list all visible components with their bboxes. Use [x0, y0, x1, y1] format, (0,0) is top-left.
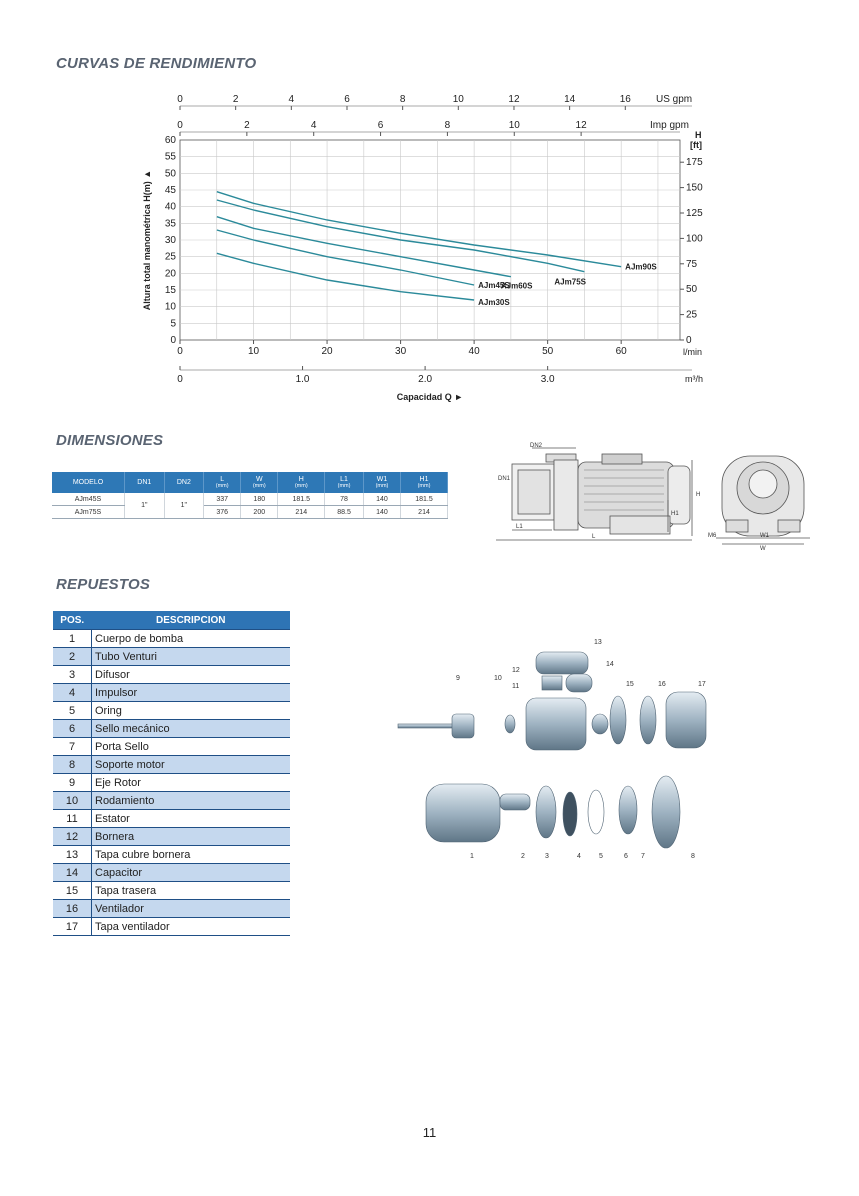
usgpm-tick-label: 0 [177, 94, 183, 105]
part-description: Eje Rotor [92, 774, 291, 792]
right-tick-label: 0 [686, 335, 692, 346]
series-label: AJm30S [478, 298, 510, 307]
part-terminal-box [542, 676, 562, 690]
part-description: Porta Sello [92, 738, 291, 756]
label-dn1: DN1 [498, 476, 511, 482]
dim-table-cell: 88.5 [325, 506, 364, 519]
part-position: 15 [53, 882, 92, 900]
part-position: 4 [53, 684, 92, 702]
x-tick-label: 30 [395, 346, 407, 357]
dim-header-cell [52, 472, 125, 493]
parts-table-row [53, 828, 290, 846]
dimensions-table-body [52, 493, 448, 519]
part-impeller [563, 792, 577, 836]
usgpm-tick-label: 16 [619, 94, 631, 105]
part-position: 14 [53, 864, 92, 882]
section-title-parts: REPUESTOS [56, 576, 151, 593]
impgpm-tick-label: 8 [444, 120, 451, 131]
dim-table-cell: AJm45S [52, 493, 125, 506]
label-m6: M6 [708, 533, 717, 539]
part-stator [526, 698, 586, 750]
dim-table-cell: 337 [204, 493, 241, 506]
exploded-part-number: 6 [624, 853, 628, 860]
x-tick-label: 50 [542, 346, 554, 357]
y-tick-label: 0 [170, 335, 176, 346]
dim-header-cell [401, 472, 448, 493]
label-dn2: DN2 [530, 443, 543, 449]
part-position: 16 [53, 900, 92, 918]
m3h-tick-label: 1.0 [295, 374, 310, 385]
x-unit-label: l/min [683, 347, 703, 357]
parts-table-row [53, 846, 290, 864]
exploded-part-number: 14 [606, 661, 614, 668]
exploded-part-number: 11 [512, 683, 520, 690]
part-description: Capacitor [92, 864, 291, 882]
dim-table-cell: 200 [241, 506, 278, 519]
part-description: Ventilador [92, 900, 291, 918]
parts-table-row [53, 666, 290, 684]
x-tick-label: 60 [615, 346, 627, 357]
exploded-part-number: 2 [521, 853, 525, 860]
x-tick-label: 40 [468, 346, 480, 357]
part-position: 2 [53, 648, 92, 666]
y-tick-label: 40 [164, 201, 176, 213]
part-fan-cover [666, 692, 706, 748]
dim-header-cell [204, 472, 241, 493]
part-description: Bornera [92, 828, 291, 846]
x-tick-label: 20 [321, 346, 333, 357]
part-position: 6 [53, 720, 92, 738]
usgpm-tick-label: 10 [452, 94, 464, 105]
y-tick-label: 55 [164, 151, 176, 163]
parts-table-row [53, 792, 290, 810]
right-tick-label: 125 [686, 208, 703, 219]
part-description: Tapa ventilador [92, 918, 291, 936]
x-tick-label: 10 [247, 346, 260, 357]
label-w: W [760, 546, 766, 552]
x-tick-label: 0 [177, 346, 183, 357]
impgpm-tick-label: 6 [377, 120, 384, 131]
y-tick-label: 50 [164, 168, 176, 180]
part-rotor [452, 714, 474, 738]
exploded-part-number: 10 [494, 675, 502, 682]
performance-chart [130, 84, 730, 402]
m3h-tick-label: 3.0 [540, 374, 555, 385]
dim-header-unit: (mm) [375, 483, 389, 489]
dim-header-label: W [255, 476, 263, 483]
dim-table-cell: 1" [125, 493, 165, 519]
parts-table-body [53, 630, 290, 936]
parts-table-row [53, 702, 290, 720]
dim-header-label: H1 [419, 476, 429, 483]
part-description: Cuerpo de bomba [92, 630, 291, 648]
dim-table-cell: 140 [363, 493, 400, 506]
dim-header-label: DN2 [176, 479, 191, 486]
parts-header-desc: DESCRIPCION [92, 611, 291, 630]
x-axis-title: Capacidad Q ► [396, 392, 464, 402]
part-position: 11 [53, 810, 92, 828]
impgpm-tick-label: 4 [310, 120, 317, 131]
part-description: Impulsor [92, 684, 291, 702]
y-axis-title: Altura total manométrica H(m) ▲ [142, 169, 152, 311]
usgpm-tick-label: 6 [344, 94, 350, 105]
part-position: 9 [53, 774, 92, 792]
right-axis-unit-h: H [695, 130, 702, 140]
impgpm-tick-label: 2 [244, 120, 250, 131]
dim-header-cell [125, 472, 165, 493]
label-h: H [696, 492, 701, 498]
parts-table-row [53, 630, 290, 648]
parts-table-row [53, 810, 290, 828]
parts-table-row [53, 774, 290, 792]
exploded-part-number: 1 [470, 853, 474, 860]
usgpm-tick-label: 8 [399, 94, 406, 105]
dim-table-cell: 180 [241, 493, 278, 506]
section-title-curves: CURVAS DE RENDIMIENTO [56, 55, 257, 72]
m3h-tick-label: 0 [177, 374, 183, 385]
dim-table-row [52, 506, 448, 519]
dim-table-cell: 78 [325, 493, 364, 506]
pump-side-view [496, 448, 692, 540]
part-position: 3 [53, 666, 92, 684]
dim-header-label: MODELO [72, 479, 104, 486]
y-tick-label: 30 [164, 235, 176, 246]
part-position: 12 [53, 828, 92, 846]
dim-header-unit: (mm) [252, 483, 266, 489]
part-description: Tapa cubre bornera [92, 846, 291, 864]
dimensions-table [52, 472, 448, 519]
usgpm-tick-label: 12 [508, 94, 520, 105]
exploded-part-number: 12 [512, 667, 520, 674]
impgpm-tick-label: 0 [177, 120, 183, 131]
right-tick-label: 100 [686, 233, 703, 245]
dim-header-unit: (mm) [215, 483, 229, 489]
dim-table-cell: 214 [278, 506, 325, 519]
part-oring [588, 790, 604, 834]
dim-table-cell: 214 [401, 506, 448, 519]
part-venturi [500, 794, 530, 810]
exploded-view-drawing [390, 632, 720, 868]
parts-table-row [53, 918, 290, 936]
m3h-unit-label: m³/h [685, 374, 703, 384]
part-bearing [505, 715, 515, 733]
right-tick-label: 25 [686, 309, 698, 321]
part-description: Sello mecánico [92, 720, 291, 738]
label-w1: W1 [760, 533, 769, 539]
part-rotor-shaft [398, 724, 458, 728]
y-tick-label: 35 [164, 218, 176, 230]
exploded-part-number: 3 [545, 853, 549, 860]
parts-table-row [53, 648, 290, 666]
dim-table-cell: 181.5 [278, 493, 325, 506]
dim-table-cell: AJm75S [52, 506, 125, 519]
part-rear-cover [610, 696, 626, 744]
part-capacitor [566, 674, 592, 692]
exploded-part-number: 15 [626, 681, 634, 688]
part-description: Soporte motor [92, 756, 291, 774]
parts-table-row [53, 738, 290, 756]
part-motor-support [652, 776, 680, 848]
label-l: L [592, 534, 596, 540]
parts-table-row [53, 720, 290, 738]
part-diffuser [536, 786, 556, 838]
dim-header-label: L [220, 476, 225, 483]
label-l1: L1 [516, 524, 523, 530]
m3h-tick-label: 2.0 [418, 374, 433, 385]
part-position: 1 [53, 630, 92, 648]
right-tick-label: 175 [686, 157, 703, 169]
part-pump-body [426, 784, 500, 842]
dim-header-unit: (mm) [294, 483, 308, 489]
series-label: AJm90S [625, 262, 657, 272]
dim-header-unit: (mm) [337, 483, 351, 489]
parts-table [53, 611, 290, 936]
parts-table-row [53, 882, 290, 900]
usgpm-unit-label: US gpm [656, 94, 693, 105]
y-tick-label: 45 [164, 185, 176, 196]
dim-header-label: W1 [376, 476, 388, 483]
pump-front-view [716, 456, 810, 544]
dim-table-cell: 376 [204, 506, 241, 519]
right-tick-label: 150 [686, 182, 703, 194]
usgpm-tick-label: 14 [564, 94, 576, 105]
dim-header-cell [241, 472, 278, 493]
dim-table-cell: 181.5 [401, 493, 448, 506]
parts-table-row [53, 684, 290, 702]
dim-header-label: DN1 [137, 479, 152, 486]
part-description: Difusor [92, 666, 291, 684]
dim-header-cell [363, 472, 400, 493]
right-tick-label: 75 [686, 258, 698, 270]
y-tick-label: 15 [164, 285, 176, 296]
parts-table-row [53, 756, 290, 774]
performance-chart-svg [130, 84, 730, 402]
part-description: Rodamiento [92, 792, 291, 810]
dim-header-cell [325, 472, 364, 493]
impgpm-tick-label: 12 [575, 120, 587, 131]
right-axis-unit-ft: [ft] [690, 140, 702, 150]
impgpm-unit-label: Imp gpm [650, 120, 689, 131]
series-label: AJm75S [554, 277, 586, 287]
label-h1: H1 [671, 511, 679, 517]
exploded-part-number: 13 [594, 639, 602, 646]
page-number: 11 [422, 1125, 437, 1140]
dim-header-cell [278, 472, 325, 493]
dim-table-row [52, 493, 448, 506]
part-position: 7 [53, 738, 92, 756]
part-description: Oring [92, 702, 291, 720]
impgpm-tick-label: 10 [508, 120, 520, 131]
part-description: Estator [92, 810, 291, 828]
series-label: AJm60S [500, 281, 533, 291]
parts-table-header [53, 611, 290, 630]
y-tick-label: 20 [164, 268, 176, 280]
dim-table-cell: 1" [164, 493, 204, 519]
exploded-part-number: 8 [691, 853, 695, 860]
part-description: Tubo Venturi [92, 648, 291, 666]
exploded-part-number: 7 [641, 853, 645, 860]
part-description: Tapa trasera [92, 882, 291, 900]
y-tick-label: 5 [170, 318, 176, 330]
exploded-part-number: 4 [577, 853, 581, 860]
parts-table-row [53, 864, 290, 882]
right-tick-label: 50 [686, 284, 698, 296]
part-position: 5 [53, 702, 92, 720]
y-tick-label: 10 [164, 301, 176, 313]
exploded-part-number: 9 [456, 675, 460, 682]
exploded-part-number: 5 [599, 853, 603, 860]
y-tick-label: 60 [164, 135, 176, 146]
part-position: 17 [53, 918, 92, 936]
parts-header-pos: POS. [53, 611, 92, 630]
part-position: 8 [53, 756, 92, 774]
dimensions-table-header [52, 472, 448, 493]
dim-header-cell [164, 472, 204, 493]
part-terminal-cover [536, 652, 588, 674]
part-position: 13 [53, 846, 92, 864]
section-title-dimensions: DIMENSIONES [56, 432, 164, 449]
dim-header-label: H [298, 476, 304, 483]
exploded-part-number: 16 [658, 681, 666, 688]
dimension-drawing [492, 440, 814, 552]
usgpm-tick-label: 4 [288, 94, 295, 105]
part-fan [640, 696, 656, 744]
parts-table-row [53, 900, 290, 918]
dim-header-label: L1 [340, 476, 348, 483]
dim-table-cell: 140 [363, 506, 400, 519]
series-label: AJm45S [478, 281, 510, 290]
dim-header-unit: (mm) [417, 483, 431, 489]
part-position: 10 [53, 792, 92, 810]
usgpm-tick-label: 2 [232, 94, 239, 105]
y-tick-label: 25 [164, 251, 176, 263]
part-seal-holder [619, 786, 637, 834]
exploded-part-number: 17 [698, 681, 706, 688]
